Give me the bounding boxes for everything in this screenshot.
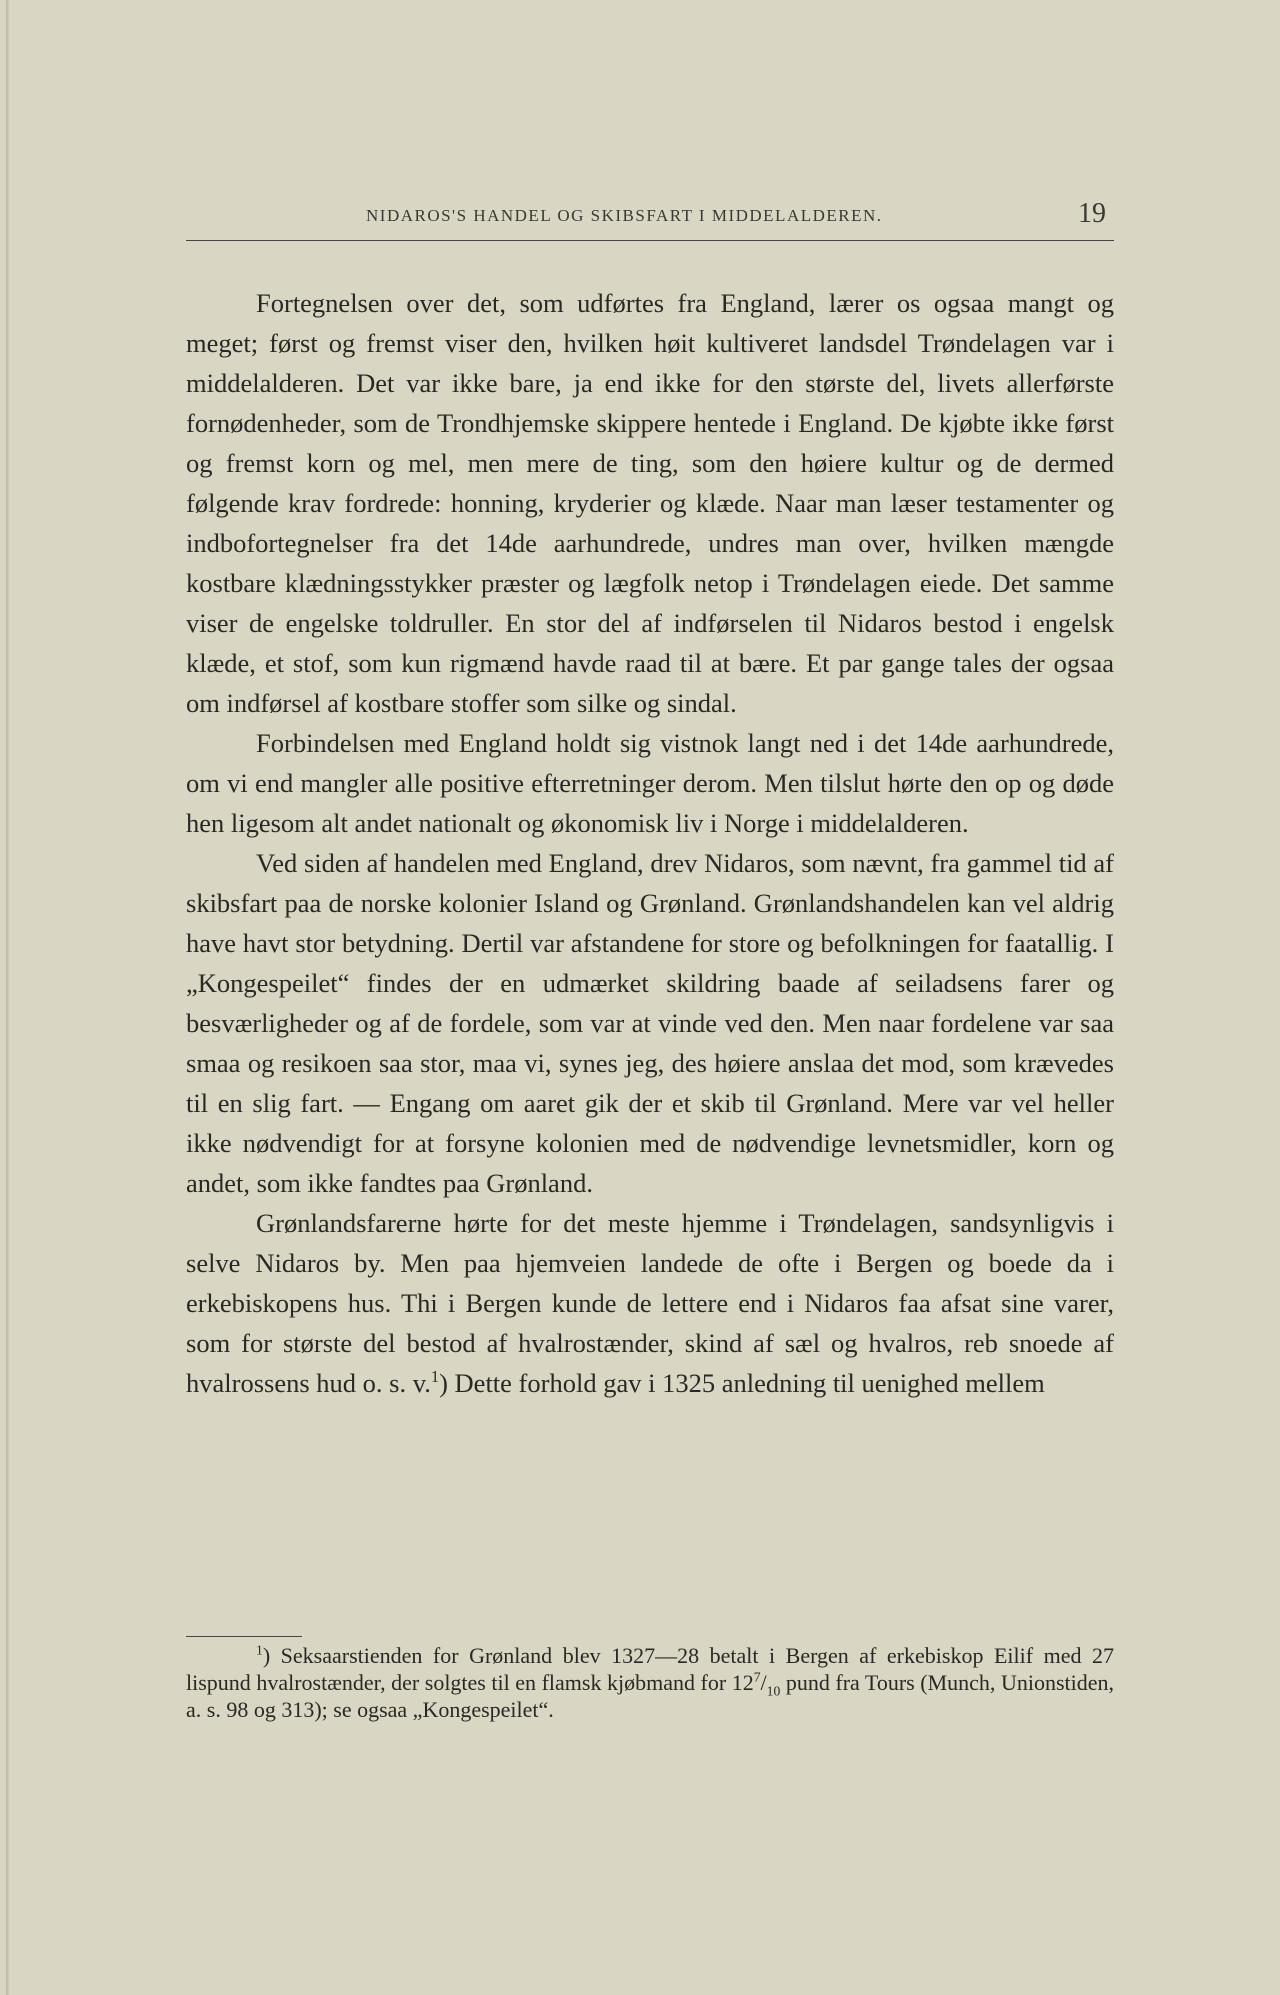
- paragraph-2: Forbindelsen med England holdt sig vistnok langt ned i det 14de aarhundrede, om vi end mangler alle positive efterretninger derom. Men tilslut hørte den op og døde hen ligesom alt andet nationalt og økonomisk liv i Norge i middelalderen.: [186, 728, 1114, 838]
- footnote-marker: 1: [256, 1642, 263, 1658]
- footnote-reference: 1: [430, 1367, 440, 1387]
- footnote-separator: [186, 1636, 302, 1637]
- paragraph-3: Ved siden af handelen med England, drev Nidaros, som nævnt, fra gammel tid af skibsfart paa de norske kolonier Island og Grønland. Grønlandshandelen kan vel aldrig have havt stor betydning. Dertil var afstandene for store og befolkningen for faatallig. I „Kongespeilet“ findes der en udmærket skildring baade af seiladsens farer og besværligheder og af de fordele, som var at vinde ved den. Men naar fordelene var saa smaa og resikoen saa stor, maa vi, synes jeg, des høiere anslaa det mod, som krævedes til en slig fart. — Engang om aaret gik der et skib til Grønland. Mere var vel heller ikke nødvendigt for at forsyne kolonien med de nødvendige levnetsmidler, korn og andet, som ikke fandtes paa Grønland.: [186, 848, 1114, 1198]
- footnote-text: ) Seksaarstienden for Grønland blev 1327—28 betalt i Bergen af erkebiskop Eilif med 27 lispund hvalrostænder, der solgtes til en flamsk kjøbmand for 12: [186, 1643, 1114, 1695]
- footnote-text-end: pund fra Tours (Munch, Unionstiden, a. s. 98 og 313); se ogsaa „Kongespeilet“.: [186, 1670, 1115, 1722]
- running-header: [186, 196, 1114, 241]
- paragraph-4-continuation: ) Dette forhold gav i 1325 anledning til uenighed mellem: [439, 1368, 1045, 1398]
- body-text: [186, 283, 1114, 1403]
- paragraph-4-text: Grønlandsfarerne hørte for det meste hjemme i Trøndelagen, sandsynligvis i selve Nidaros by. Men paa hjemveien landede de ofte i Bergen og boede da i erkebiskopens hus. Thi i Bergen kunde de lettere end i Nidaros faa afsat sine varer, som for største del bestod af hvalrostænder, skind af sæl og hvalros, reb snoede af hvalrossens hud o. s. v.: [186, 1208, 1114, 1398]
- paragraph-4: [186, 1203, 1114, 1403]
- page-number: 19: [1078, 198, 1106, 229]
- fraction-denominator: 10: [766, 1683, 781, 1699]
- fraction-numerator: 7: [753, 1669, 761, 1685]
- footnote: $^1$) Seksaarstienden for Grønland blev 1327—28 betalt i Bergen af erkebiskop Eilif med 27 lispund hvalrostænder, der solgtes til en flamsk kjøbmand for $12^7/_{10}$ pund fra Tours (Munch, Unionstiden, a. s. 98 og 313); se ogsaa „Kongespeilet“.: [186, 1642, 1115, 1722]
- running-title: NIDAROS'S HANDEL OG SKIBSFART I MIDDELALDEREN.: [366, 206, 883, 225]
- paragraph-1: Fortegnelsen over det, som udførtes fra England, lærer os ogsaa mangt og meget; først og fremst viser den, hvilken høit kultiveret landsdel Trøndelagen var i middelalderen. Det var ikke bare, ja end ikke for den største del, livets allerførste fornødenheder, som de Trondhjemske skippere hentede i England. De kjøbte ikke først og fremst korn og mel, men mere de ting, som den høiere kultur og de dermed følgende krav fordrede: honning, kryderier og klæde. Naar man læser testamenter og indbofortegnelser fra det 14de aarhundrede, undres man over, hvilken mængde kostbare klædningsstykker præster og lægfolk netop i Trøndelagen eiede. Det samme viser de engelske toldruller. En stor del af indførselen til Nidaros bestod i engelsk klæde, et stof, som kun rigmænd havde raad til at bære. Et par gange tales der ogsaa om indførsel af kostbare stoffer som silke og sindal.: [186, 288, 1114, 718]
- page-edge: [6, 0, 9, 1995]
